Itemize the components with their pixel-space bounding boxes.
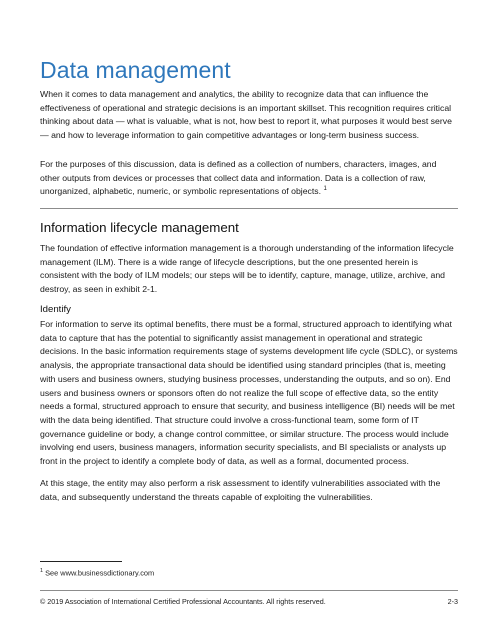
intro-text-2-body: For the purposes of this discussion, data is defined as a collection of numbers, characters, images, and other outputs from devices or processes that collect data and information. Data is a collection of raw, unorganized, alphabetic, numeric, or symbolic representations of objects. — [40, 159, 437, 197]
footnote-divider — [40, 561, 122, 562]
subsection-paragraph-2 — [40, 477, 458, 504]
intro-paragraph-2 — [40, 158, 458, 199]
footer-copyright: © 2019 Association of International Certified Professional Accountants. All rights reserved. — [40, 597, 326, 606]
footer-divider — [40, 590, 458, 591]
section-divider — [40, 208, 458, 209]
footnote — [40, 568, 154, 577]
subsection-text-1: For information to serve its optimal benefits, there must be a formal, structured approach to identifying what data to capture that has the potential to significantly assist management in operational and strategic decisions. In the basic information requirements stage of systems development life cycle (SDLC), or systems analysis, the appropriate transactional data should be identified using standard principles (that is, meeting with users and business owners, studying business processes, understanding the outputs, and so on). End users and business owners or sponsors often do not realize the full scope of effective data, so the entity needs a formal, structured approach to ensure that security, and business intelligence (BI) needs will be met with the data being identified. That structure could involve a cross-functional team, some form of IT governance guideline or body, a change control committee, or similar structure. The process would include involving end users, business managers, information security specialists, and BI specialists or analysts up front in the project to identify a complete body of data, as well as a formal, documented process. — [40, 319, 458, 467]
footnote-reference[interactable]: 1 — [323, 186, 327, 193]
subsection-identify — [40, 303, 458, 469]
intro-text-2 — [40, 158, 458, 199]
subsection-heading: Identify — [40, 304, 71, 315]
section-text: The foundation of effective information management is a thorough understanding of the information lifecycle management (ILM). There is a wide range of lifecycle descriptions, but the one presented herein is consistent with the body of ILM models; our steps will be to identify, capture, manage, utilize, archive, and destroy, as seen in exhibit 2-1. — [40, 243, 454, 295]
intro-text-1: When it comes to data management and analytics, the ability to recognize data that can influence the effectiveness of operational and strategic decisions is an important skillset. This recognition requires critical thinking about data — what is valuable, what is not, how best to report it, what purposes it would best serve — and how to leverage information to gain competitive advantages or long-term business success. — [40, 89, 452, 141]
subsection-text-2: At this stage, the entity may also perform a risk assessment to identify vulnerabilities associated with the data, and subsequently understand the threats capable of exploiting the vulnerabilities. — [40, 478, 441, 502]
section-paragraph — [40, 242, 458, 297]
section-heading: Information lifecycle management — [40, 220, 239, 235]
page-title: Data management — [40, 57, 231, 83]
footnote-number: 1 — [40, 568, 44, 574]
page-number: 2-3 — [447, 597, 458, 606]
intro-paragraph-1 — [40, 88, 458, 143]
footnote-text: See www.businessdictionary.com — [45, 568, 155, 578]
